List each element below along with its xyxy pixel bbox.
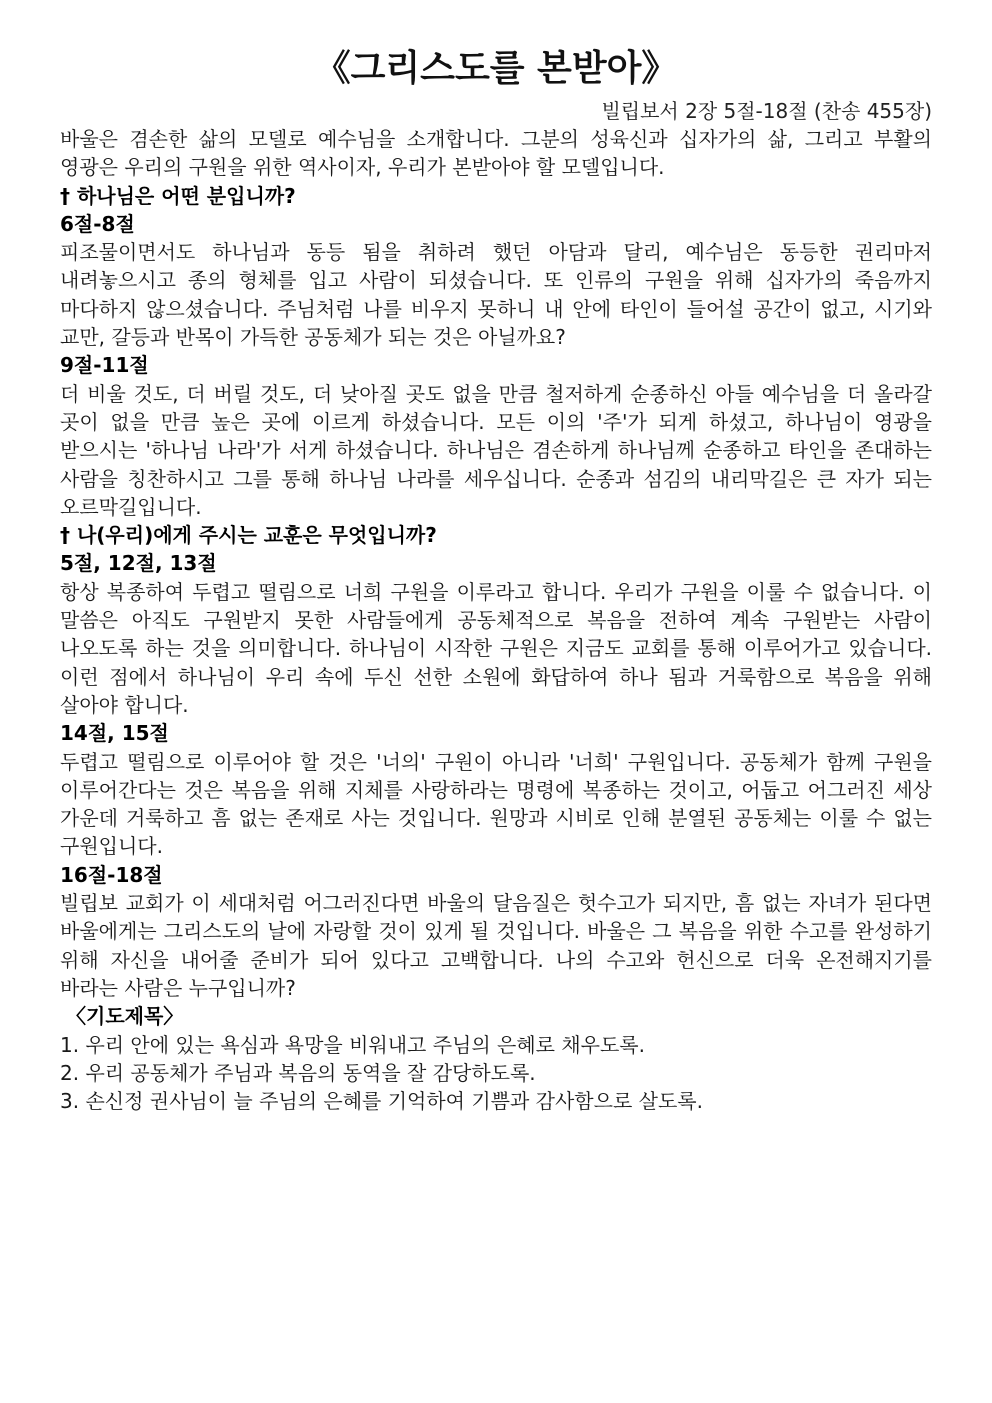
paragraph-9-11: 더 비울 것도, 더 버릴 것도, 더 낮아질 곳도 없을 만큼 철저하게 순종하신 아들 예수님을 더 올라갈 곳이 없을 만큼 높은 곳에 이르게 하셨습니다. 모든 이의 '주'가 되게 하셨고, 하나님이 영광을 받으시는 '하나님 나라'가 서게 하셨습니다. 하나님은 겸손하게 하나님께 순종하고 타인을 존대하는 사람을 칭찬하시고 그를 통해 하나님 나라를 세우십니다. 순종과 섬김의 내리막길은 큰 자가 되는 오르막길입니다.: [60, 381, 932, 519]
intro-paragraph: 바울은 겸손한 삶의 모델로 예수님을 소개합니다. 그분의 성육신과 십자가의 삶, 그리고 부활의 영광은 우리의 구원을 위한 역사이자, 우리가 본받아야 할 모델입니다.: [60, 127, 932, 180]
paragraph-16-18: 빌립보 교회가 이 세대처럼 어그러진다면 바울의 달음질은 헛수고가 되지만, 흠 없는 자녀가 된다면 바울에게는 그리스도의 날에 자랑할 것이 있게 될 것입니다. 바울은 그 복음을 위한 수고를 완성하기 위해 자신을 내어줄 준비가 되어 있다고 고백합니다. 나의 수고와 헌신으로 더욱 온전해지기를 바라는 사람은 누구입니까?: [60, 891, 932, 1000]
verse-ref-5-12-13: 5절, 12절, 13절: [60, 551, 217, 576]
prayer-item: 3. 손신정 권사님이 늘 주님의 은혜를 기억하여 기쁨과 감사함으로 살도록.: [60, 1089, 703, 1114]
prayer-item: 1. 우리 안에 있는 욕심과 욕망을 비워내고 주님의 은혜로 채우도록.: [60, 1032, 645, 1057]
paragraph-6-8: 피조물이면서도 하나님과 동등 됨을 취하려 했던 아담과 달리, 예수님은 동등한 권리마저 내려놓으시고 종의 형체를 입고 사람이 되셨습니다. 또 인류의 구원을 위해 십자가의 죽음까지 마다하지 않으셨습니다. 주님처럼 나를 비우지 못하니 내 안에 타인이 들어설 공간이 없고, 시기와 교만, 갈등과 반목이 가득한 공동체가 되는 것은 아닐까요?: [60, 240, 932, 350]
verse-ref-14-15: 14절, 15절: [60, 721, 169, 746]
prayer-item: 2. 우리 공동체가 주님과 복음의 동역을 잘 감당하도록.: [60, 1060, 536, 1085]
verse-ref-9-11: 9절-11절: [60, 353, 149, 378]
paragraph-5-12-13: 항상 복종하여 두렵고 떨림으로 너희 구원을 이루라고 합니다. 우리가 구원을 이룰 수 없습니다. 이 말씀은 아직도 구원받지 못한 사람들에게 공동체적으로 복음을 전하여 계속 구원받는 사람이 나오도록 하는 것을 의미합니다. 하나님이 시작한 구원은 지금도 교회를 통해 이루어가고 있습니다. 이런 점에서 하나님이 우리 속에 두신 선한 소원에 화답하여 하나 됨과 거룩함으로 복음을 위해 살아야 합니다.: [60, 579, 932, 717]
verse-ref-6-8: 6절-8절: [60, 211, 135, 236]
section-heading-lesson: † 나(우리)에게 주시는 교훈은 무엇입니까?: [60, 523, 437, 548]
section-heading-who-is-god: † 하나님은 어떤 분입니까?: [60, 183, 296, 208]
verse-ref-16-18: 16절-18절: [60, 862, 163, 887]
paragraph-14-15: 두렵고 떨림으로 이루어야 할 것은 '너의' 구원이 아니라 '너희' 구원입니다. 공동체가 함께 구원을 이루어간다는 것은 복음을 위해 지체를 사랑하라는 명령에 복종하는 것이고, 어둡고 어그러진 세상 가운데 거룩하고 흠 없는 존재로 사는 것입니다. 원망과 시비로 인해 분열된 공동체는 이룰 수 없는 구원입니다.: [60, 749, 932, 859]
prayer-list: [60, 1031, 932, 1116]
scripture-reference: 빌립보서 2장 5절-18절 (찬송 455장): [601, 99, 932, 123]
page-title: 《그리스도를 본받아》: [314, 48, 678, 89]
prayer-title: 〈기도제목〉: [66, 1004, 184, 1029]
document-page: [60, 40, 932, 1115]
